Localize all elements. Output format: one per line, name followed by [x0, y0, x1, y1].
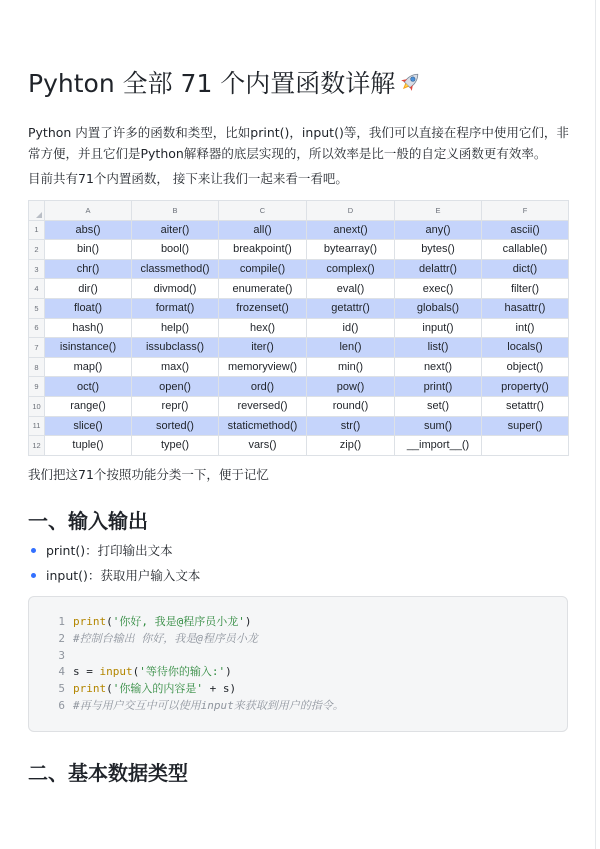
row-header[interactable]: 5	[29, 298, 45, 318]
row-header[interactable]: 3	[29, 259, 45, 279]
sheet-cell[interactable]: any()	[395, 220, 482, 240]
intro-count-paragraph: 目前共有71个内置函数， 接下来让我们一起来看一看吧。	[28, 171, 348, 186]
line-number: 5	[58, 682, 65, 696]
code-comment: #控制台输出 你好，我是@程序员小龙	[73, 631, 258, 645]
code-text: s =	[73, 665, 100, 679]
row-header[interactable]: 4	[29, 279, 45, 299]
sheet-cell[interactable]: callable()	[482, 240, 569, 260]
sheet-cell[interactable]: oct()	[45, 377, 132, 397]
sheet-row	[29, 298, 569, 318]
sheet-row	[29, 436, 569, 456]
code-keyword: input	[99, 665, 133, 679]
sheet-cell[interactable]: staticmethod()	[219, 416, 307, 436]
sheet-cell[interactable]: abs()	[45, 220, 132, 240]
sheet-cell[interactable]: memoryview()	[219, 357, 307, 377]
row-header[interactable]: 1	[29, 220, 45, 240]
sheet-cell[interactable]: input()	[395, 318, 482, 338]
sheet-cell[interactable]: slice()	[45, 416, 132, 436]
sheet-cell[interactable]: eval()	[307, 279, 395, 299]
intro-paragraph: Python 内置了许多的函数和类型，比如print()，input()等，我们可以直接在程序中使用它们，非常方便，并且它们是Python解释器的底层实现的，所以效率是比一般的自定义函数更有效率。	[28, 125, 569, 161]
sheet-cell[interactable]: sorted()	[132, 416, 219, 436]
sheet-cell[interactable]: min()	[307, 357, 395, 377]
sheet-cell[interactable]: complex()	[307, 259, 395, 279]
code-paren: )	[244, 615, 252, 628]
code-block	[28, 596, 568, 732]
sheet-cell[interactable]: len()	[307, 338, 395, 358]
sheet-cell[interactable]: bool()	[132, 240, 219, 260]
code-text: + s)	[203, 682, 237, 696]
sheet-cell[interactable]: next()	[395, 357, 482, 377]
sheet-cell[interactable]: super()	[482, 416, 569, 436]
column-header[interactable]: F	[482, 201, 569, 221]
sheet-row	[29, 318, 569, 338]
sheet-cell[interactable]: object()	[482, 357, 569, 377]
bullet-print: print()：打印输出文本	[28, 538, 200, 563]
sheet-cell[interactable]: delattr()	[395, 259, 482, 279]
row-header[interactable]: 7	[29, 338, 45, 358]
row-header[interactable]: 12	[29, 436, 45, 456]
sheet-row	[29, 416, 569, 436]
row-header[interactable]: 10	[29, 396, 45, 416]
sheet-row	[29, 259, 569, 279]
sheet-cell[interactable]: chr()	[45, 259, 132, 279]
sheet-row	[29, 357, 569, 377]
sheet-row	[29, 377, 569, 397]
code-keyword: print	[73, 682, 107, 696]
code-paren: (	[106, 615, 113, 628]
sheet-select-all-corner[interactable]	[29, 201, 45, 221]
sheet-cell[interactable]: zip()	[307, 436, 395, 456]
line-number: 3	[58, 648, 65, 662]
row-header[interactable]: 6	[29, 318, 45, 338]
code-comment: #再与用户交互中可以使用input来获取到用户的指令。	[73, 698, 344, 712]
sheet-cell[interactable]: all()	[219, 220, 307, 240]
sheet-cell[interactable]: getattr()	[307, 298, 395, 318]
sheet-cell[interactable]: bin()	[45, 240, 132, 260]
column-header[interactable]: C	[219, 201, 307, 221]
sheet-cell[interactable]: ord()	[219, 377, 307, 397]
line-number: 2	[58, 631, 65, 645]
sheet-cell[interactable]: tuple()	[45, 436, 132, 456]
sheet-row	[29, 220, 569, 240]
sheet-cell[interactable]: dir()	[45, 279, 132, 299]
sheet-cell[interactable]: filter()	[482, 279, 569, 299]
page-edge-divider	[595, 0, 596, 849]
sheet-cell[interactable]: id()	[307, 318, 395, 338]
section-heading-basic-types: 二、基本数据类型	[28, 761, 188, 785]
sheet-cell[interactable]: compile()	[219, 259, 307, 279]
code-string: '你输入的内容是'	[112, 682, 203, 696]
sheet-cell[interactable]: type()	[132, 436, 219, 456]
bullet-input: input()：获取用户输入文本	[28, 563, 200, 588]
sheet-cell[interactable]: str()	[307, 416, 395, 436]
sheet-cell[interactable]: hash()	[45, 318, 132, 338]
io-bullet-list	[28, 538, 200, 588]
sheet-row	[29, 396, 569, 416]
classification-note: 我们把这71个按照功能分类一下，便于记忆	[28, 467, 269, 482]
sheet-cell[interactable]: enumerate()	[219, 279, 307, 299]
sheet-cell[interactable]: bytes()	[395, 240, 482, 260]
code-keyword: print	[73, 615, 107, 628]
sheet-cell[interactable]: breakpoint()	[219, 240, 307, 260]
sheet-cell[interactable]: reversed()	[219, 396, 307, 416]
sheet-cell[interactable]: ascii()	[482, 220, 569, 240]
sheet-cell[interactable]: repr()	[132, 396, 219, 416]
page-title	[28, 64, 423, 101]
sheet-cell[interactable]: sum()	[395, 416, 482, 436]
sheet-cell[interactable]: help()	[132, 318, 219, 338]
sheet-cell[interactable]: print()	[395, 377, 482, 397]
sheet-cell[interactable]: frozenset()	[219, 298, 307, 318]
code-line	[29, 631, 567, 648]
sheet-cell[interactable]: round()	[307, 396, 395, 416]
sheet-cell[interactable]: iter()	[219, 338, 307, 358]
sheet-cell[interactable]: vars()	[219, 436, 307, 456]
sheet-cell[interactable]: aiter()	[132, 220, 219, 240]
row-header[interactable]: 8	[29, 357, 45, 377]
code-line	[29, 664, 567, 681]
sheet-cell[interactable]: pow()	[307, 377, 395, 397]
sheet-cell[interactable]: setattr()	[482, 396, 569, 416]
sheet-cell[interactable]: format()	[132, 298, 219, 318]
sheet-cell[interactable]: isinstance()	[45, 338, 132, 358]
code-string: '你好, 我是@程序员小龙'	[112, 615, 245, 628]
sheet-row	[29, 279, 569, 299]
code-paren: )	[225, 665, 232, 679]
sheet-cell[interactable]: hex()	[219, 318, 307, 338]
sheet-cell[interactable]: dict()	[482, 259, 569, 279]
sheet-cell[interactable]: open()	[132, 377, 219, 397]
sheet-row	[29, 240, 569, 260]
sheet-cell[interactable]: bytearray()	[307, 240, 395, 260]
sheet-cell[interactable]: list()	[395, 338, 482, 358]
column-header[interactable]: A	[45, 201, 132, 221]
sheet-cell[interactable]: anext()	[307, 220, 395, 240]
sheet-cell[interactable]: property()	[482, 377, 569, 397]
line-number: 1	[58, 615, 65, 628]
sheet-cell[interactable]: map()	[45, 357, 132, 377]
code-paren: (	[132, 665, 140, 679]
sheet-cell[interactable]: set()	[395, 396, 482, 416]
sheet-cell[interactable]	[482, 436, 569, 456]
code-line	[29, 681, 567, 698]
sheet-cell[interactable]: float()	[45, 298, 132, 318]
code-line	[29, 614, 567, 631]
builtin-functions-sheet	[28, 200, 569, 456]
line-number: 6	[58, 698, 65, 712]
sheet-cell[interactable]: hasattr()	[482, 298, 569, 318]
page-title-text: Pyhton 全部 71 个内置函数详解	[28, 69, 396, 98]
sheet-cell[interactable]: locals()	[482, 338, 569, 358]
row-header[interactable]: 2	[29, 240, 45, 260]
column-header[interactable]: B	[132, 201, 219, 221]
column-header[interactable]: E	[395, 201, 482, 221]
sheet-cell[interactable]: max()	[132, 357, 219, 377]
code-string: '等待你的输入:'	[139, 665, 226, 679]
code-line	[29, 648, 567, 665]
row-header[interactable]: 11	[29, 416, 45, 436]
sheet-cell[interactable]: __import__()	[395, 436, 482, 456]
sheet-cell[interactable]: globals()	[395, 298, 482, 318]
code-paren: (	[106, 682, 113, 696]
sheet-cell[interactable]: classmethod()	[132, 259, 219, 279]
sheet-cell[interactable]: exec()	[395, 279, 482, 299]
column-header[interactable]: D	[307, 201, 395, 221]
sheet-row	[29, 338, 569, 358]
sheet-cell[interactable]: issubclass()	[132, 338, 219, 358]
code-line	[29, 698, 567, 715]
sheet-cell[interactable]: range()	[45, 396, 132, 416]
sheet-cell[interactable]: divmod()	[132, 279, 219, 299]
rocket-icon	[397, 69, 423, 101]
row-header[interactable]: 9	[29, 377, 45, 397]
sheet-column-header-row	[29, 201, 569, 221]
section-heading-io: 一、输入输出	[28, 509, 148, 533]
sheet-cell[interactable]: int()	[482, 318, 569, 338]
line-number: 4	[58, 665, 65, 679]
